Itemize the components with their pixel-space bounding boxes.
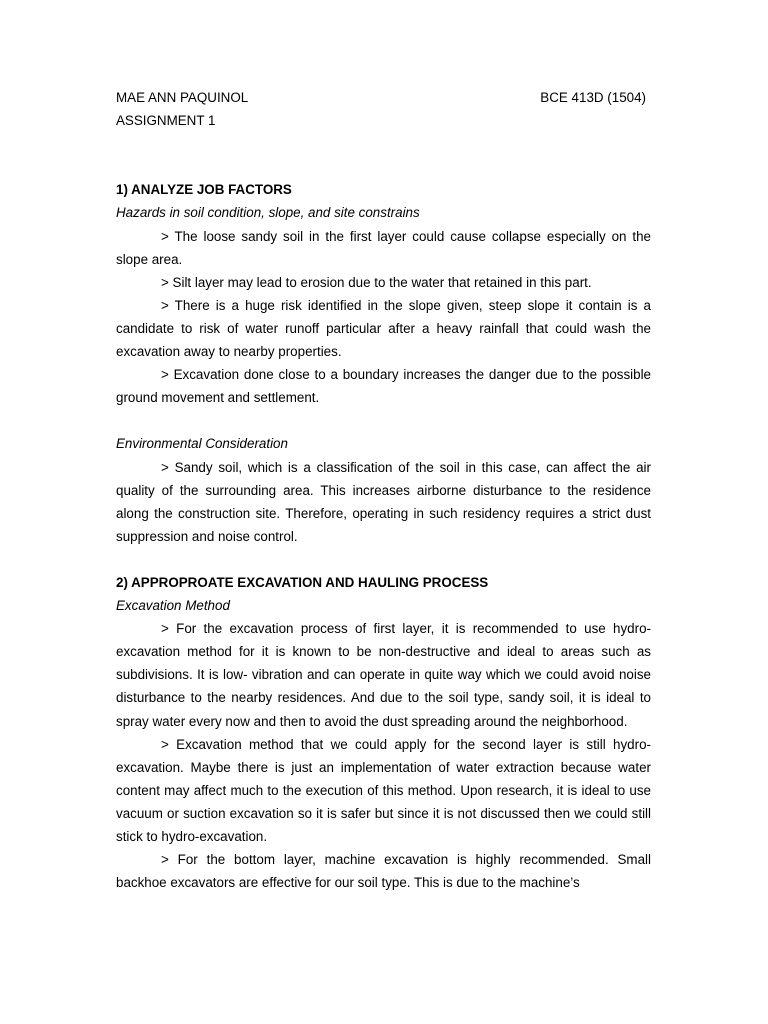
section-heading-job-factors: 1) ANALYZE JOB FACTORS: [116, 182, 292, 198]
document-page: [116, 86, 651, 894]
header-row: [116, 86, 646, 109]
subheading-hazards: Hazards in soil condition, slope, and site constrains: [116, 205, 420, 221]
course-code: BCE 413D (1504): [540, 90, 646, 105]
paragraph: > For the bottom layer, machine excavation is highly recommended. Small backhoe excavators are effective for our soil type. This is due to the machine’s: [116, 852, 651, 891]
paragraph: > Sandy soil, which is a classification of the soil in this case, can affect the air quality of the surrounding area. This increases airborne disturbance to the residence along the construction site. Therefore, operating in such residency requires a strict dust suppression and noise control.: [116, 459, 651, 544]
spacer: [116, 132, 651, 178]
subheading-excavation-method: Excavation Method: [116, 598, 230, 614]
paragraph: > Excavation done close to a boundary increases the danger due to the possible ground movement and settlement.: [116, 367, 651, 406]
paragraph: > Excavation method that we could apply for the second layer is still hydro-excavation. Maybe there is just an implementation of water extraction because water content may affect much to the execution of this method. Upon research, it is ideal to use vacuum or suction excavation so it is safer but since it is not discussed then we could still stick to hydro-excavation.: [116, 736, 651, 844]
paragraph: > The loose sandy soil in the first layer could cause collapse especially on the slope area.: [116, 228, 651, 267]
paragraph: > Silt layer may lead to erosion due to the water that retained in this part.: [161, 274, 592, 290]
paragraph: > There is a huge risk identified in the slope given, steep slope it contain is a candidate to risk of water runoff particular after a heavy rainfall that could wash the excavation away to nearby properties.: [116, 297, 651, 360]
section-heading-excavation: 2) APPROPROATE EXCAVATION AND HAULING PROCESS: [116, 574, 489, 590]
assignment-title: ASSIGNMENT 1: [116, 113, 216, 129]
subheading-environmental: Environmental Consideration: [116, 436, 288, 452]
paragraph: > For the excavation process of first layer, it is recommended to use hydro-excavation method for it is known to be non-destructive and ideal to areas such as subdivisions. It is low- vibration and can operate in quite way which we could avoid noise disturbance to the nearby residences. And due to the soil type, sandy soil, it is ideal to spray water every now and then to avoid the dust spreading around the neighborhood.: [116, 621, 651, 729]
spacer: [116, 409, 651, 432]
author-name: MAE ANN PAQUINOL: [116, 90, 249, 105]
spacer: [116, 548, 651, 571]
